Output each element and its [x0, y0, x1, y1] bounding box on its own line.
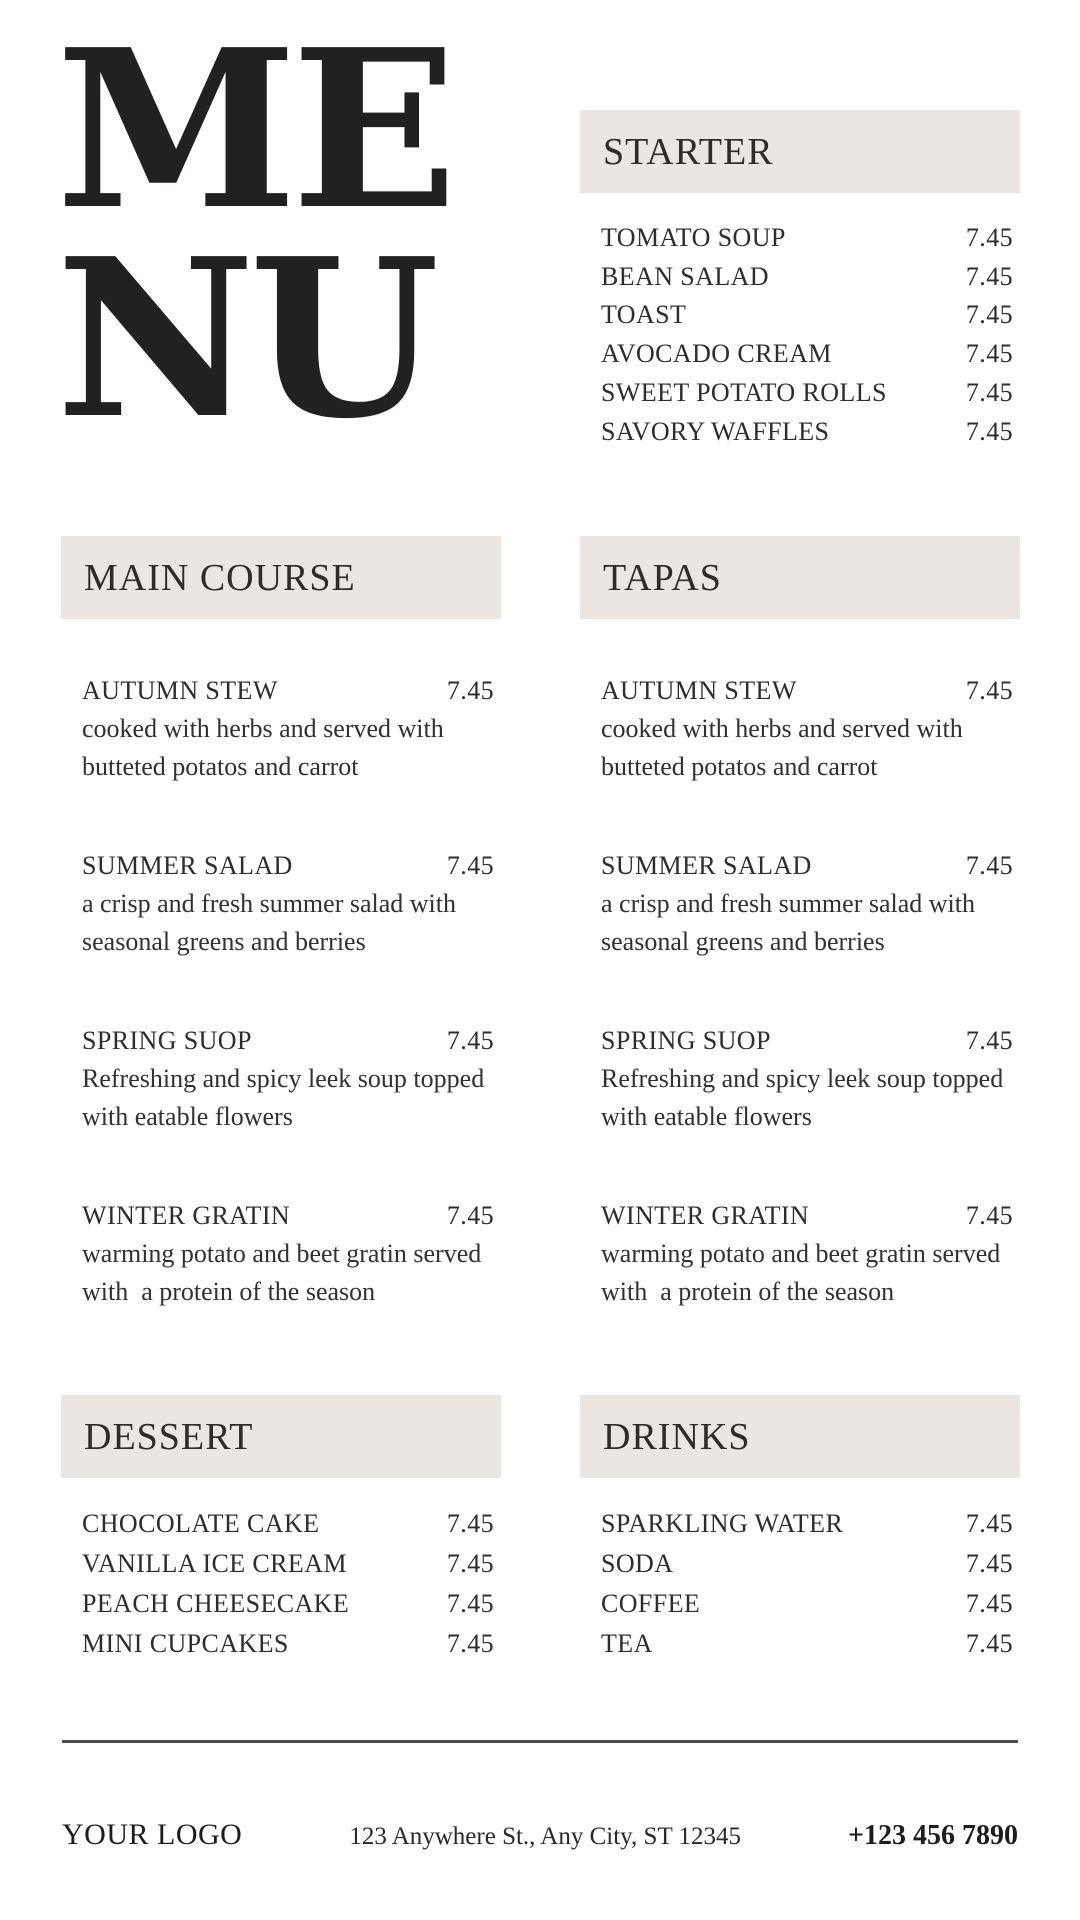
item-description: a crisp and fresh summer salad with — [601, 889, 976, 918]
logo-text: YOUR LOGO — [62, 1818, 243, 1851]
menu-item-row — [601, 1544, 1013, 1584]
section-starter — [580, 110, 1020, 451]
menu-item-row — [82, 1544, 494, 1584]
item-name: WINTER GRATIN — [82, 1201, 291, 1230]
menu-item-row — [82, 1021, 494, 1060]
menu-item-block — [601, 1021, 1013, 1135]
item-name: COFFEE — [601, 1589, 701, 1618]
item-name: SAVORY WAFFLES — [601, 416, 830, 446]
menu-item-row — [601, 671, 1013, 710]
item-price: 7.45 — [965, 416, 1013, 446]
item-price: 7.45 — [965, 223, 1013, 252]
tapas-item-list — [580, 671, 1020, 1310]
item-price: 7.45 — [965, 261, 1013, 291]
menu-item-row — [601, 1584, 1013, 1624]
item-description: with eatable flowers — [82, 1101, 293, 1131]
item-name: WINTER GRATIN — [601, 1201, 810, 1230]
section-header-starter — [580, 110, 1020, 193]
item-name: TOMATO SOUP — [601, 223, 786, 252]
item-name: SUMMER SALAD — [82, 851, 293, 880]
item-price: 7.45 — [446, 1201, 494, 1230]
section-header-main-course — [61, 536, 501, 619]
starter-item-list — [580, 219, 1020, 451]
menu-item-block — [82, 671, 494, 785]
menu-item-row — [82, 1624, 494, 1664]
item-name: SODA — [601, 1549, 674, 1578]
item-name: SUMMER SALAD — [601, 851, 812, 880]
item-price: 7.45 — [965, 1549, 1013, 1578]
section-header-tapas — [580, 536, 1020, 619]
item-name: CHOCOLATE CAKE — [82, 1509, 320, 1538]
section-drinks — [580, 1395, 1020, 1664]
item-description: warming potato and beet gratin served — [82, 1239, 482, 1268]
item-description: with a protein of the season — [601, 1276, 895, 1306]
item-price: 7.45 — [965, 676, 1013, 705]
item-price: 7.45 — [965, 1201, 1013, 1230]
menu-item-row — [601, 846, 1013, 885]
item-price: 7.45 — [965, 300, 1013, 330]
item-price: 7.45 — [446, 676, 494, 705]
item-description: cooked with herbs and served with — [82, 714, 444, 743]
menu-item-row — [601, 219, 1013, 258]
item-price: 7.45 — [965, 1589, 1013, 1618]
section-title: STARTER — [603, 130, 774, 173]
menu-item-row — [601, 1021, 1013, 1060]
menu-wordmark-line2: NU — [56, 211, 434, 468]
section-title: DESSERT — [84, 1415, 254, 1458]
item-name: BEAN SALAD — [601, 261, 769, 291]
item-price: 7.45 — [446, 1629, 494, 1658]
item-description: seasonal greens and berries — [82, 926, 366, 956]
menu-item-row — [82, 1584, 494, 1624]
item-name: PEACH CHEESECAKE — [82, 1589, 350, 1618]
item-description: butteted potatos and carrot — [601, 751, 878, 781]
footer-divider — [62, 1740, 1018, 1743]
menu-item-row — [601, 413, 1013, 452]
section-header-dessert — [61, 1395, 501, 1478]
section-header-drinks — [580, 1395, 1020, 1478]
item-description: with a protein of the season — [82, 1276, 376, 1306]
menu-item-row — [601, 1504, 1013, 1544]
item-name: MINI CUPCAKES — [82, 1629, 289, 1658]
menu-item-row — [82, 1504, 494, 1544]
section-main-course — [61, 536, 501, 1371]
item-description: butteted potatos and carrot — [82, 751, 359, 781]
menu-item-row — [601, 1624, 1013, 1664]
item-price: 7.45 — [446, 1589, 494, 1618]
item-name: AVOCADO CREAM — [601, 339, 832, 369]
item-description: a crisp and fresh summer salad with — [82, 889, 457, 918]
menu-item-row — [82, 846, 494, 885]
item-name: TOAST — [601, 300, 687, 330]
item-description: warming potato and beet gratin served — [601, 1239, 1001, 1268]
item-price: 7.45 — [965, 1026, 1013, 1055]
item-description: Refreshing and spicy leek soup topped — [82, 1064, 485, 1093]
item-description: seasonal greens and berries — [601, 926, 885, 956]
item-price: 7.45 — [965, 1629, 1013, 1658]
item-price: 7.45 — [446, 851, 494, 880]
item-price: 7.45 — [965, 1509, 1013, 1538]
drinks-item-list — [580, 1504, 1020, 1664]
section-title: TAPAS — [603, 556, 722, 599]
item-name: AUTUMN STEW — [82, 676, 278, 705]
section-title: MAIN COURSE — [84, 556, 356, 599]
menu-wordmark-line1: ME — [56, 2, 452, 258]
menu-item-block — [82, 1196, 494, 1310]
menu-wordmark — [56, 2, 452, 468]
section-dessert — [61, 1395, 501, 1664]
menu-item-block — [601, 671, 1013, 785]
menu-item-row — [601, 296, 1013, 335]
item-name: TEA — [601, 1629, 653, 1658]
phone-text: +123 456 7890 — [848, 1820, 1018, 1851]
item-description: cooked with herbs and served with — [601, 714, 963, 743]
item-description: with eatable flowers — [601, 1101, 812, 1131]
item-name: SPRING SUOP — [601, 1026, 771, 1055]
footer — [62, 1818, 1018, 1852]
item-name: AUTUMN STEW — [601, 676, 797, 705]
item-name: SWEET POTATO ROLLS — [601, 377, 887, 407]
address-text: 123 Anywhere St., Any City, ST 12345 — [349, 1823, 742, 1850]
menu-item-block — [82, 846, 494, 960]
section-tapas — [580, 536, 1020, 1371]
item-name: VANILLA ICE CREAM — [82, 1549, 347, 1578]
item-description: Refreshing and spicy leek soup topped — [601, 1064, 1004, 1093]
menu-item-block — [82, 1021, 494, 1135]
item-name: SPARKLING WATER — [601, 1509, 844, 1538]
item-price: 7.45 — [446, 1509, 494, 1538]
item-price: 7.45 — [446, 1549, 494, 1578]
dessert-item-list — [61, 1504, 501, 1664]
item-price: 7.45 — [965, 339, 1013, 369]
item-price: 7.45 — [446, 1026, 494, 1055]
menu-item-block — [601, 1196, 1013, 1310]
menu-item-block — [601, 846, 1013, 960]
main-course-item-list — [61, 671, 501, 1310]
section-title: DRINKS — [603, 1415, 751, 1458]
menu-item-row — [601, 1196, 1013, 1235]
item-name: SPRING SUOP — [82, 1026, 252, 1055]
menu-item-row — [601, 374, 1013, 413]
menu-item-row — [82, 671, 494, 710]
menu-item-row — [601, 258, 1013, 297]
item-price: 7.45 — [965, 377, 1013, 407]
menu-item-row — [82, 1196, 494, 1235]
item-price: 7.45 — [965, 851, 1013, 880]
menu-item-row — [601, 335, 1013, 374]
